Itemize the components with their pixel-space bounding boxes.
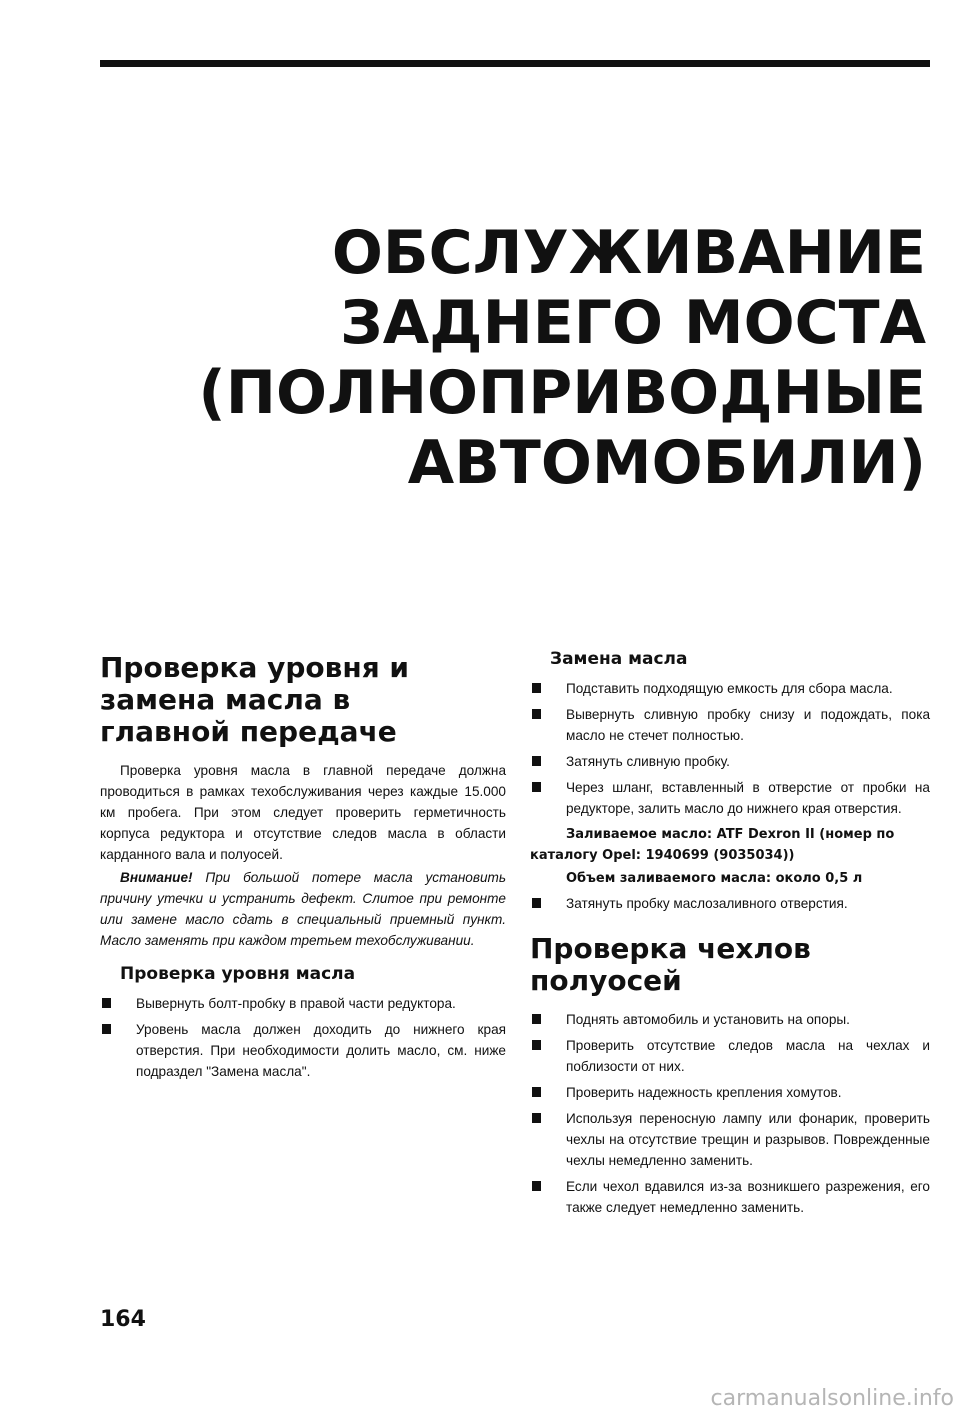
- bullet-icon: [102, 998, 111, 1008]
- bullet-icon: [532, 898, 541, 908]
- list-item: Подставить подходящую емкость для сбора масла.: [530, 678, 930, 699]
- top-horizontal-rule: [100, 60, 930, 67]
- bullet-icon: [532, 782, 541, 792]
- section-title-boot-check: Проверка чехлов полуосей: [530, 932, 811, 997]
- bullet-icon: [532, 1113, 541, 1123]
- bullet-icon: [532, 1087, 541, 1097]
- list-item: Через шланг, вставленный в отверстие от пробки на редукторе, залить масло до нижнего края отверстия.: [530, 777, 930, 819]
- subsection-title-oil-change: Замена масла: [550, 649, 688, 669]
- section-title-oil-check: Проверка уровня и замена масла в главной передаче: [100, 651, 410, 748]
- chapter-title-line: АВТОМОБИЛИ): [407, 428, 926, 498]
- oil-change-final-step: [530, 893, 930, 914]
- bullet-icon: [102, 1024, 111, 1034]
- chapter-title-line: ОБСЛУЖИВАНИЕ: [331, 218, 926, 288]
- warning-label: Внимание!: [120, 870, 193, 885]
- subsection-title-oil-level: Проверка уровня масла: [120, 964, 356, 984]
- bullet-icon: [532, 683, 541, 693]
- warning-text: При большой потере масла установить причину утечки и устранить дефект. Слитое при ремонте или замене масло сдать в специальный приемный пункт. Масло заменять при каждом третьем техобслуживании.: [100, 870, 506, 948]
- intro-paragraph: Проверка уровня масла в главной передаче должна проводиться в рамках техобслуживания через каждые 15.000 км пробега. При этом следует проверить герметичность корпуса редуктора и отсутствие следов масла в области карданного вала и полуосей.: [100, 763, 506, 862]
- page-number: 164: [100, 1307, 146, 1332]
- bullet-icon: [532, 1040, 541, 1050]
- bullet-icon: [532, 1181, 541, 1191]
- chapter-title-line: (ПОЛНОПРИВОДНЫЕ: [198, 358, 926, 428]
- list-item: Затянуть пробку маслозаливного отверстия.: [530, 893, 930, 914]
- left-column: [100, 652, 506, 1087]
- list-item: Уровень масла должен доходить до нижнего края отверстия. При необходимости долить масло, см. ниже подраздел "Замена масла".: [100, 1019, 506, 1082]
- chapter-title-line: ЗАДНЕГО МОСТА: [340, 288, 926, 358]
- chapter-title: [198, 218, 926, 498]
- bullet-icon: [532, 709, 541, 719]
- oil-spec: Заливаемое масло: ATF Dexron II (номер по каталогу Opel: 1940699 (9035034)): [530, 827, 895, 863]
- list-item: Используя переносную лампу или фонарик, проверить чехлы на отсутствие трещин и разрывов. Поврежденные чехлы немедленно заменить.: [530, 1108, 930, 1171]
- list-item: Затянуть сливную пробку.: [530, 751, 930, 772]
- list-item: Поднять автомобиль и установить на опоры.: [530, 1009, 930, 1030]
- right-column: [530, 648, 930, 1223]
- list-item: Если чехол вдавился из-за возникшего разрежения, его также следует немедленно заменить.: [530, 1176, 930, 1218]
- oil-level-steps: [100, 993, 506, 1082]
- bullet-icon: [532, 756, 541, 766]
- oil-volume-spec: Объем заливаемого масла: около 0,5 л: [566, 871, 863, 886]
- list-item: Вывернуть болт-пробку в правой части редуктора.: [100, 993, 506, 1014]
- boot-check-steps: [530, 1009, 930, 1218]
- warning-paragraph: [100, 867, 506, 951]
- watermark: carmanualsonline.info: [710, 1386, 954, 1411]
- list-item: Вывернуть сливную пробку снизу и подождать, пока масло не стечет полностью.: [530, 704, 930, 746]
- oil-change-steps: [530, 678, 930, 819]
- list-item: Проверить отсутствие следов масла на чехлах и поблизости от них.: [530, 1035, 930, 1077]
- bullet-icon: [532, 1014, 541, 1024]
- list-item: Проверить надежность крепления хомутов.: [530, 1082, 930, 1103]
